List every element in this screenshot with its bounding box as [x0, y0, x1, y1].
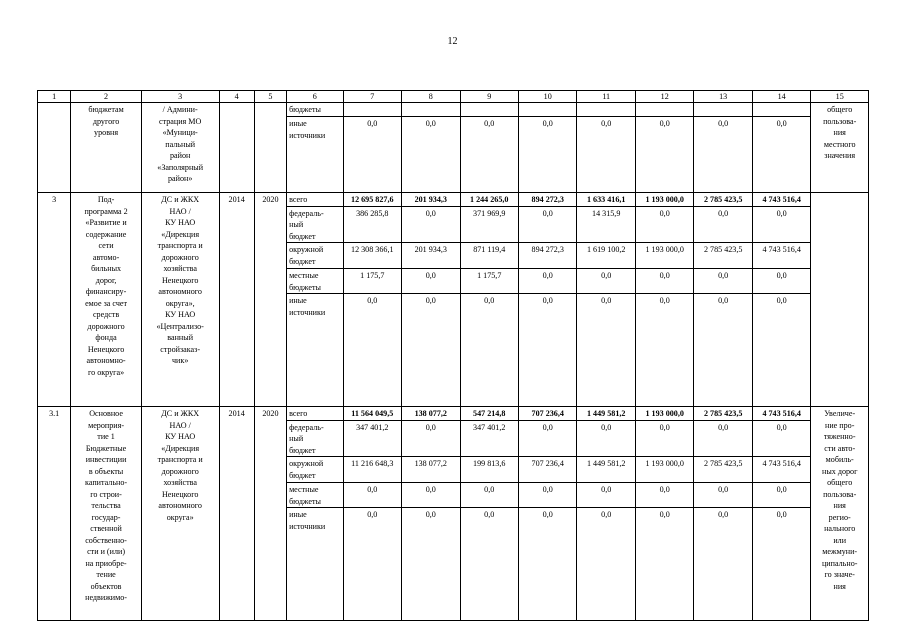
text-line: дорожного [161, 252, 199, 262]
text-line: межмуни- [822, 547, 858, 556]
cell-value [460, 103, 518, 117]
cell-value: 0,0 [460, 483, 518, 508]
text-line: объектов [90, 581, 122, 591]
text-line: транспорта и [157, 241, 203, 250]
text-line: дорожного [87, 321, 125, 331]
source-line: окружной [289, 245, 324, 254]
column-number: 3 [141, 91, 219, 103]
cell-value: 0,0 [635, 483, 693, 508]
cell-event-name [71, 407, 142, 621]
cell-value: 0,0 [518, 420, 576, 457]
source-line: федераль- [289, 422, 324, 432]
cell-value [694, 103, 752, 117]
cell-value: 138 077,2 [402, 457, 460, 483]
text-line: инвестиции [85, 455, 127, 464]
text-line: ванный [167, 333, 194, 342]
text-line: тяженно- [823, 432, 856, 441]
text-line: стройзаказ- [160, 344, 201, 354]
cell-value: 2 785 423,5 [694, 407, 752, 421]
text-line: средств [92, 310, 120, 319]
cell-value: 14 315,9 [577, 206, 635, 243]
text-line: уровня [94, 128, 119, 137]
cell-executor [141, 193, 219, 407]
table-row [38, 103, 869, 117]
cell-value: 0,0 [402, 508, 460, 621]
text-line: го строи- [90, 489, 122, 499]
cell-source [287, 407, 343, 421]
text-line: автономного [158, 287, 202, 296]
cell-value: 4 743 516,4 [752, 457, 810, 483]
text-line: или [833, 535, 847, 545]
text-line: ДС и ЖКХ [161, 409, 200, 418]
text-line: район [170, 151, 191, 160]
text-line: Ненецкого [87, 344, 125, 354]
cell-source [287, 508, 343, 621]
text-line: «Дирекция [161, 443, 200, 453]
cell-value: 871 119,4 [460, 243, 518, 269]
cell-end-year: 2020 [254, 407, 286, 621]
cell-number: 3 [38, 193, 71, 407]
cell-value: 0,0 [635, 294, 693, 407]
text-line: Под- [97, 195, 115, 204]
column-number: 7 [343, 91, 401, 103]
text-line: собственно- [85, 535, 127, 545]
source-line: бюджеты [289, 282, 321, 292]
cell-start-year: 2014 [219, 193, 254, 407]
text-line: регио- [828, 512, 851, 522]
cell-value: 386 285,8 [343, 206, 401, 243]
cell-event-name [71, 103, 142, 193]
text-line: ственной [90, 524, 122, 533]
text-line: бильных [91, 264, 122, 273]
cell-executor [141, 103, 219, 193]
text-line: го значе- [824, 570, 855, 579]
cell-value: 2 785 423,5 [694, 193, 752, 207]
text-line: автомо- [92, 252, 120, 262]
cell-start-year [219, 103, 254, 193]
text-line: мобиль- [825, 455, 854, 464]
column-number: 11 [577, 91, 635, 103]
cell-value [752, 103, 810, 117]
cell-value: 0,0 [577, 269, 635, 294]
text-line: «Централизо- [156, 321, 204, 331]
cell-value: 347 401,2 [343, 420, 401, 457]
cell-value: 12 308 366,1 [343, 243, 401, 269]
cell-value: 371 969,9 [460, 206, 518, 243]
text-line: пальный [165, 139, 196, 149]
text-line: «Муници- [162, 128, 198, 137]
cell-value: 201 934,3 [402, 193, 460, 207]
text-line: на приобре- [85, 558, 127, 568]
column-number: 14 [752, 91, 810, 103]
header-row [38, 91, 869, 103]
cell-value: 0,0 [518, 483, 576, 508]
cell-value: 4 743 516,4 [752, 193, 810, 207]
text-line: Бюджетные [85, 443, 127, 453]
cell-value: 894 272,3 [518, 243, 576, 269]
cell-value: 0,0 [752, 294, 810, 407]
text-line: дорожного [161, 466, 199, 476]
text-line: капитально- [85, 478, 128, 487]
cell-value: 0,0 [694, 117, 752, 193]
text-line: «Дирекция [161, 229, 200, 239]
source-line: местные [289, 271, 319, 280]
cell-value [402, 103, 460, 117]
cell-value: 12 695 827,6 [343, 193, 401, 207]
cell-end-year [254, 103, 286, 193]
cell-value: 0,0 [460, 117, 518, 193]
cell-value: 0,0 [343, 508, 401, 621]
cell-value: 1 175,7 [460, 269, 518, 294]
cell-value: 11 216 648,3 [343, 457, 401, 483]
column-number: 2 [71, 91, 142, 103]
text-line: недвижимо- [85, 593, 127, 602]
cell-value: 1 449 581,2 [577, 407, 635, 421]
cell-value: 0,0 [577, 117, 635, 193]
cell-value: 0,0 [577, 420, 635, 457]
cell-value: 201 934,3 [402, 243, 460, 269]
cell-result [811, 407, 869, 621]
budget-table [37, 90, 869, 621]
source-line: федераль- [289, 208, 324, 218]
text-line: ния [833, 128, 846, 137]
text-line: го округа» [88, 367, 125, 377]
source-line: бюджеты [289, 496, 321, 506]
cell-value: 11 564 049,5 [343, 407, 401, 421]
text-line: округа», [165, 298, 195, 308]
cell-value: 0,0 [694, 483, 752, 508]
source-line: бюджеты [289, 105, 321, 114]
cell-source [287, 294, 343, 407]
cell-value: 0,0 [577, 508, 635, 621]
cell-source [287, 193, 343, 207]
cell-executor [141, 407, 219, 621]
source-line: бюджет [289, 470, 316, 480]
text-line: программа 2 [84, 206, 128, 216]
text-line: тение [96, 570, 116, 579]
cell-source [287, 269, 343, 294]
text-line: КУ НАО [165, 432, 196, 441]
text-line: «Заполярный [157, 162, 204, 172]
cell-value: 0,0 [694, 508, 752, 621]
text-line: дорог, [95, 275, 117, 285]
text-line: район» [167, 174, 193, 183]
cell-source [287, 483, 343, 508]
text-line: ния [833, 581, 846, 591]
cell-value [343, 103, 401, 117]
cell-value: 0,0 [518, 269, 576, 294]
text-line: в объекты [88, 466, 124, 476]
text-line: значения [824, 151, 856, 160]
cell-value: 0,0 [402, 269, 460, 294]
cell-value: 0,0 [577, 483, 635, 508]
cell-value: 4 743 516,4 [752, 407, 810, 421]
table-row [38, 193, 869, 207]
cell-value: 1 619 100,2 [577, 243, 635, 269]
cell-source [287, 206, 343, 243]
cell-value [635, 103, 693, 117]
text-line: сти и (или) [87, 547, 126, 556]
cell-value: 0,0 [402, 117, 460, 193]
text-line: ДС и ЖКХ [161, 195, 200, 204]
cell-value: 0,0 [402, 294, 460, 407]
cell-event-name [71, 193, 142, 407]
column-number: 15 [811, 91, 869, 103]
text-line: ных дорог [821, 466, 858, 476]
cell-value: 0,0 [635, 269, 693, 294]
cell-value: 0,0 [343, 117, 401, 193]
cell-result [811, 193, 869, 407]
cell-value: 0,0 [752, 269, 810, 294]
text-line: ния [833, 501, 846, 510]
text-line: ципально- [821, 558, 858, 568]
source-line: иные [289, 296, 307, 305]
cell-value: 547 214,8 [460, 407, 518, 421]
source-line: бюджет [289, 231, 316, 241]
source-line: всего [289, 195, 308, 204]
cell-value: 0,0 [518, 206, 576, 243]
cell-start-year: 2014 [219, 407, 254, 621]
cell-value: 0,0 [752, 508, 810, 621]
text-line: НАО / [169, 206, 191, 216]
source-line: источники [289, 521, 326, 531]
cell-source [287, 420, 343, 457]
cell-value: 0,0 [343, 294, 401, 407]
cell-value: 0,0 [635, 508, 693, 621]
cell-value: 0,0 [635, 420, 693, 457]
text-line: тельства [91, 501, 121, 510]
text-line: КУ НАО [165, 218, 196, 227]
source-line: окружной [289, 459, 324, 468]
column-number: 9 [460, 91, 518, 103]
cell-value: 0,0 [694, 420, 752, 457]
text-line: ние про- [825, 420, 855, 430]
text-line: фонда [95, 333, 117, 342]
source-line: ный [289, 434, 304, 443]
cell-value: 2 785 423,5 [694, 243, 752, 269]
cell-value: 0,0 [402, 420, 460, 457]
cell-value: 0,0 [460, 508, 518, 621]
text-line: пользова- [823, 489, 857, 499]
cell-value: 0,0 [635, 206, 693, 243]
column-number: 5 [254, 91, 286, 103]
text-line: содержание [85, 229, 127, 239]
column-number: 1 [38, 91, 71, 103]
text-line: автономного [158, 501, 202, 510]
column-number: 4 [219, 91, 254, 103]
text-line: общего [827, 478, 853, 487]
cell-source [287, 457, 343, 483]
text-line: местного [823, 139, 856, 149]
cell-value: 707 236,4 [518, 457, 576, 483]
text-line: тие 1 [97, 432, 115, 441]
text-line: сети [98, 241, 114, 250]
column-number: 10 [518, 91, 576, 103]
cell-value: 0,0 [752, 117, 810, 193]
text-line: КУ НАО [165, 310, 196, 319]
cell-value: 4 743 516,4 [752, 243, 810, 269]
cell-value: 0,0 [518, 508, 576, 621]
source-line: иные [289, 510, 307, 519]
cell-value: 199 813,6 [460, 457, 518, 483]
cell-value: 0,0 [518, 294, 576, 407]
text-line: финансиру- [85, 287, 127, 296]
source-line: источники [289, 307, 326, 317]
cell-value [518, 103, 576, 117]
cell-value: 894 272,3 [518, 193, 576, 207]
cell-end-year: 2020 [254, 193, 286, 407]
cell-value: 1 193 000,0 [635, 193, 693, 207]
cell-value: 0,0 [752, 206, 810, 243]
text-line: хозяйства [163, 264, 197, 273]
column-number: 8 [402, 91, 460, 103]
cell-value: 0,0 [343, 483, 401, 508]
cell-source [287, 117, 343, 193]
cell-value: 1 175,7 [343, 269, 401, 294]
source-line: источники [289, 130, 326, 140]
cell-value: 0,0 [402, 483, 460, 508]
source-line: всего [289, 409, 308, 418]
cell-value: 0,0 [518, 117, 576, 193]
text-line: «Развитие и [85, 218, 127, 227]
cell-value [577, 103, 635, 117]
source-line: местные [289, 485, 319, 494]
cell-value: 1 193 000,0 [635, 407, 693, 421]
source-line: иные [289, 119, 307, 128]
cell-value: 138 077,2 [402, 407, 460, 421]
source-line: бюджет [289, 256, 316, 266]
column-number: 12 [635, 91, 693, 103]
text-line: чик» [171, 356, 189, 365]
text-line: сти авто- [824, 443, 856, 453]
column-number: 13 [694, 91, 752, 103]
text-line: хозяйства [163, 478, 197, 487]
cell-value: 1 193 000,0 [635, 243, 693, 269]
cell-value: 0,0 [694, 206, 752, 243]
text-line: емое за счет [85, 298, 128, 308]
text-line: государ- [91, 512, 121, 522]
text-line: пользова- [823, 116, 857, 126]
cell-value: 707 236,4 [518, 407, 576, 421]
cell-number [38, 103, 71, 193]
text-line: общего [827, 105, 853, 114]
text-line: / Админи- [162, 105, 198, 114]
cell-value: 0,0 [694, 294, 752, 407]
text-line: Увеличе- [824, 409, 856, 418]
text-line: округа» [166, 512, 194, 522]
text-line: Основное [89, 409, 123, 418]
cell-source [287, 103, 343, 117]
cell-value: 0,0 [402, 206, 460, 243]
page-number: 12 [447, 36, 458, 47]
cell-value: 347 401,2 [460, 420, 518, 457]
text-line: автономно- [86, 356, 126, 365]
text-line: Ненецкого [161, 489, 199, 499]
text-line: мероприя- [88, 420, 125, 430]
cell-value: 1 193 000,0 [635, 457, 693, 483]
cell-source [287, 243, 343, 269]
text-line: другого [92, 116, 120, 126]
text-line: транспорта и [157, 455, 203, 464]
text-line: нального [824, 524, 856, 533]
cell-value: 0,0 [752, 420, 810, 457]
cell-result [811, 103, 869, 193]
cell-value: 2 785 423,5 [694, 457, 752, 483]
text-line: страция МО [159, 116, 202, 126]
cell-value: 0,0 [460, 294, 518, 407]
table-row [38, 407, 869, 421]
cell-value: 0,0 [577, 294, 635, 407]
text-line: НАО / [169, 420, 191, 430]
cell-value: 0,0 [635, 117, 693, 193]
cell-value: 0,0 [694, 269, 752, 294]
source-line: ный [289, 220, 304, 229]
text-line: бюджетам [88, 105, 124, 114]
column-number: 6 [287, 91, 343, 103]
cell-value: 0,0 [752, 483, 810, 508]
text-line: Ненецкого [161, 275, 199, 285]
cell-value: 1 633 416,1 [577, 193, 635, 207]
cell-value: 1 244 265,0 [460, 193, 518, 207]
cell-number: 3.1 [38, 407, 71, 621]
source-line: бюджет [289, 445, 316, 455]
cell-value: 1 449 581,2 [577, 457, 635, 483]
